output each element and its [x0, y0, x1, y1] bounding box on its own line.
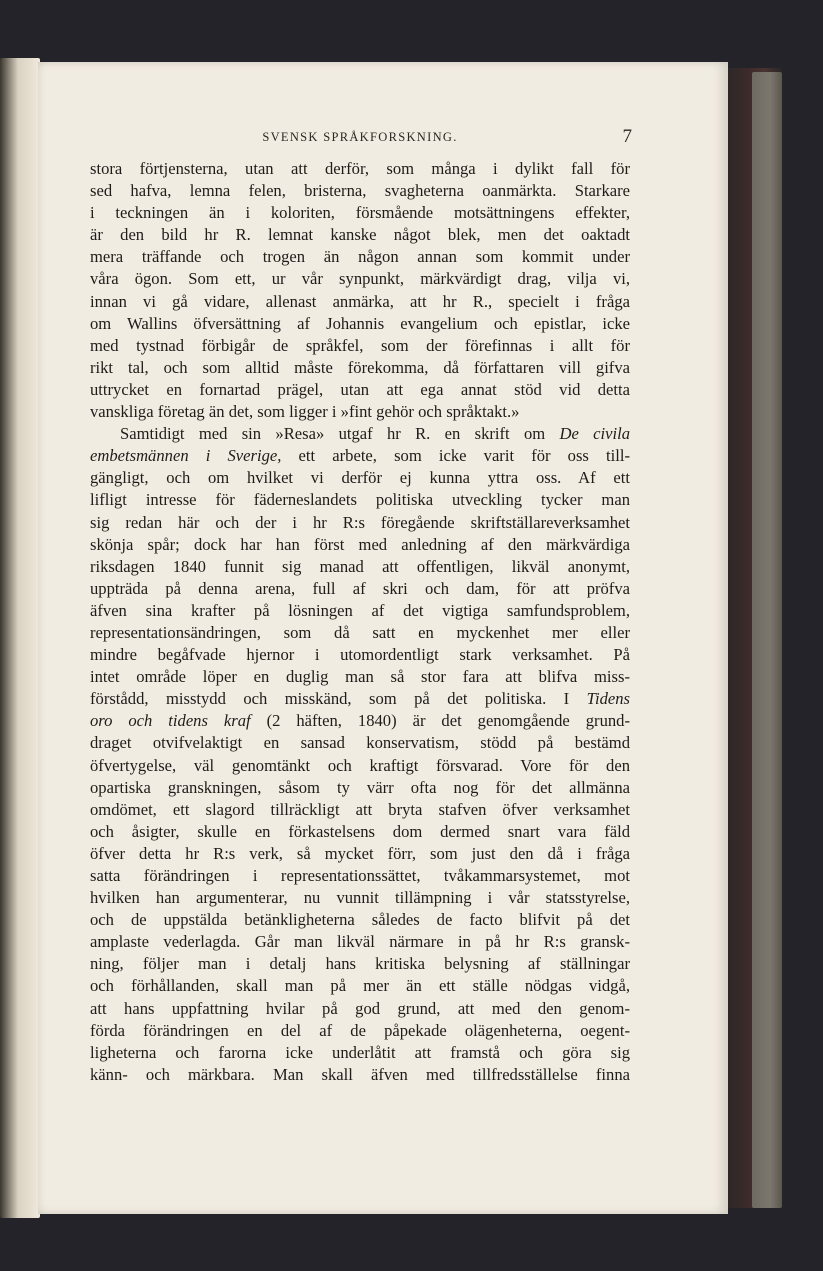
text-line: mera träffande och trogen än någon annan som kommit under [90, 247, 630, 267]
text-run: (2 häften, 1840) är det genomgående grund- [266, 711, 630, 731]
text-line: intet område löper en duglig man så stor fara att blifva miss- [90, 667, 630, 687]
text-line: lifligt intresse för fäderneslandets politiska utveckling tycker man [90, 490, 630, 510]
italic-title: embetsmännen i Sverige, [90, 446, 282, 466]
text-line: och åsigter, skulle en förkastelsens dom dermed snart vara fäld [90, 821, 630, 841]
text-line: innan vi gå vidare, allenast anmärka, att hr R., specielt i fråga [90, 291, 630, 311]
text-line: förda förändringen en del af de påpekade olägenheterna, oegent- [90, 1020, 630, 1040]
text-line [90, 445, 630, 467]
facing-page-edge [0, 58, 40, 1218]
text-line: gängligt, och om hvilket vi derför ej kunna yttra oss. Af ett [90, 468, 630, 488]
page-number: 7 [622, 126, 632, 147]
text-line: att hans uppfattning hvilar på god grund, att med den genom- [90, 998, 630, 1018]
text-run: förstådd, misstydd och misskänd, som på det politiska. I [90, 689, 570, 709]
text-line: och förhållanden, skall man på mer än ett ställe nödgas vidgå, [90, 976, 630, 996]
body-text [90, 158, 630, 1086]
text-line: uttrycket en fornartad prägel, utan att ega annat stöd vid detta [90, 379, 630, 399]
text-run: ett arbete, som icke varit för oss till- [298, 446, 630, 466]
text-line: satta förändringen i representationssättet, tvåkammarsystemet, mot [90, 866, 630, 885]
text-line [90, 710, 630, 732]
text-line: amplaste vederlagda. Går man likväl närmare in på hr R:s gransk- [90, 932, 630, 952]
page-block-edge [752, 72, 782, 1208]
text-line: sig redan här och der i hr R:s föregående skriftställareverksamhet [90, 512, 630, 532]
text-line: öfver detta hr R:s verk, så mycket förr, som just den då i fråga [90, 843, 630, 863]
text-line: omdömet, ett slagord tillräckligt att bryta stafven öfver verksamhet [90, 799, 630, 819]
text-line: uppträda på denna arena, full af skri och dam, för att pröfva [90, 578, 630, 598]
text-line [90, 688, 630, 710]
italic-title: De civila [559, 424, 630, 444]
text-line: är den bild hr R. lemnat kanske något blek, men det oaktadt [90, 225, 630, 245]
text-line: våra ögon. Som ett, ur vår synpunkt, märkvärdigt drag, vilja vi, [90, 269, 630, 289]
text-line: om Wallins öfversättning af Johannis evangelium och epistlar, icke [90, 313, 630, 333]
text-line [90, 423, 630, 445]
text-line: i teckningen än i koloriten, försmående motsättningens effekter, [90, 203, 630, 223]
text-line: öfvertygelse, väl genomtänkt och kraftigt försvarad. Vore för den [90, 755, 630, 775]
text-line: opartiska granskningen, såsom ty värr ofta nog för det allmänna [90, 777, 630, 797]
text-line: draget otvifvelaktigt en sansad konservatism, stödd på bestämd [90, 733, 630, 753]
text-line: ning, följer man i detalj hans kritiska belysning af ställningar [90, 954, 630, 974]
text-line: representationsändringen, som då satt en myckenhet mer eller [90, 622, 630, 642]
text-line: skönja spår; dock har han först med anledning af den märkvärdiga [90, 534, 630, 554]
text-line: ligheterna och farorna icke underlåtit att framstå och göra sig [90, 1042, 630, 1062]
italic-title: Tidens [586, 689, 630, 709]
text-line: och de uppstälda betänkligheterna således de facto blifvit på det [90, 910, 630, 930]
text-line: känn- och märkbara. Man skall äfven med tillfredsställelse finna [90, 1064, 630, 1084]
italic-title: oro och tidens kraf [90, 711, 251, 731]
text-line: riksdagen 1840 funnit sig manad att offentligen, likväl anonymt, [90, 556, 630, 576]
text-line: stora förtjensterna, utan att derför, som många i dylikt fall för [90, 159, 630, 178]
text-line: mindre begåfvade hjernor i utomordentligt stark verksamhet. På [90, 645, 630, 665]
text-line: med tystnad förbigår de språkfel, som der förefinnas i allt för [90, 335, 630, 355]
text-line: hvilken han argumenterar, nu vunnit tillämpning i vår statsstyrelse, [90, 888, 630, 908]
text-line: äfven sina krafter på lösningen af det vigtiga samfundsproblem, [90, 600, 630, 620]
running-title: SVENSK SPRÅKFORSKNING. [262, 130, 458, 144]
text-line: rikt tal, och som alltid måste förekomma, då författaren vill gifva [90, 357, 630, 377]
text-run: Samtidigt med sin »Resa» utgaf hr R. en skrift om [120, 424, 546, 444]
text-line: sed hafva, lemna felen, bristerna, svagheterna oanmärkta. Starkare [90, 181, 630, 201]
text-line: vanskliga företag än det, som ligger i »fint gehör och språktakt.» [90, 402, 520, 422]
